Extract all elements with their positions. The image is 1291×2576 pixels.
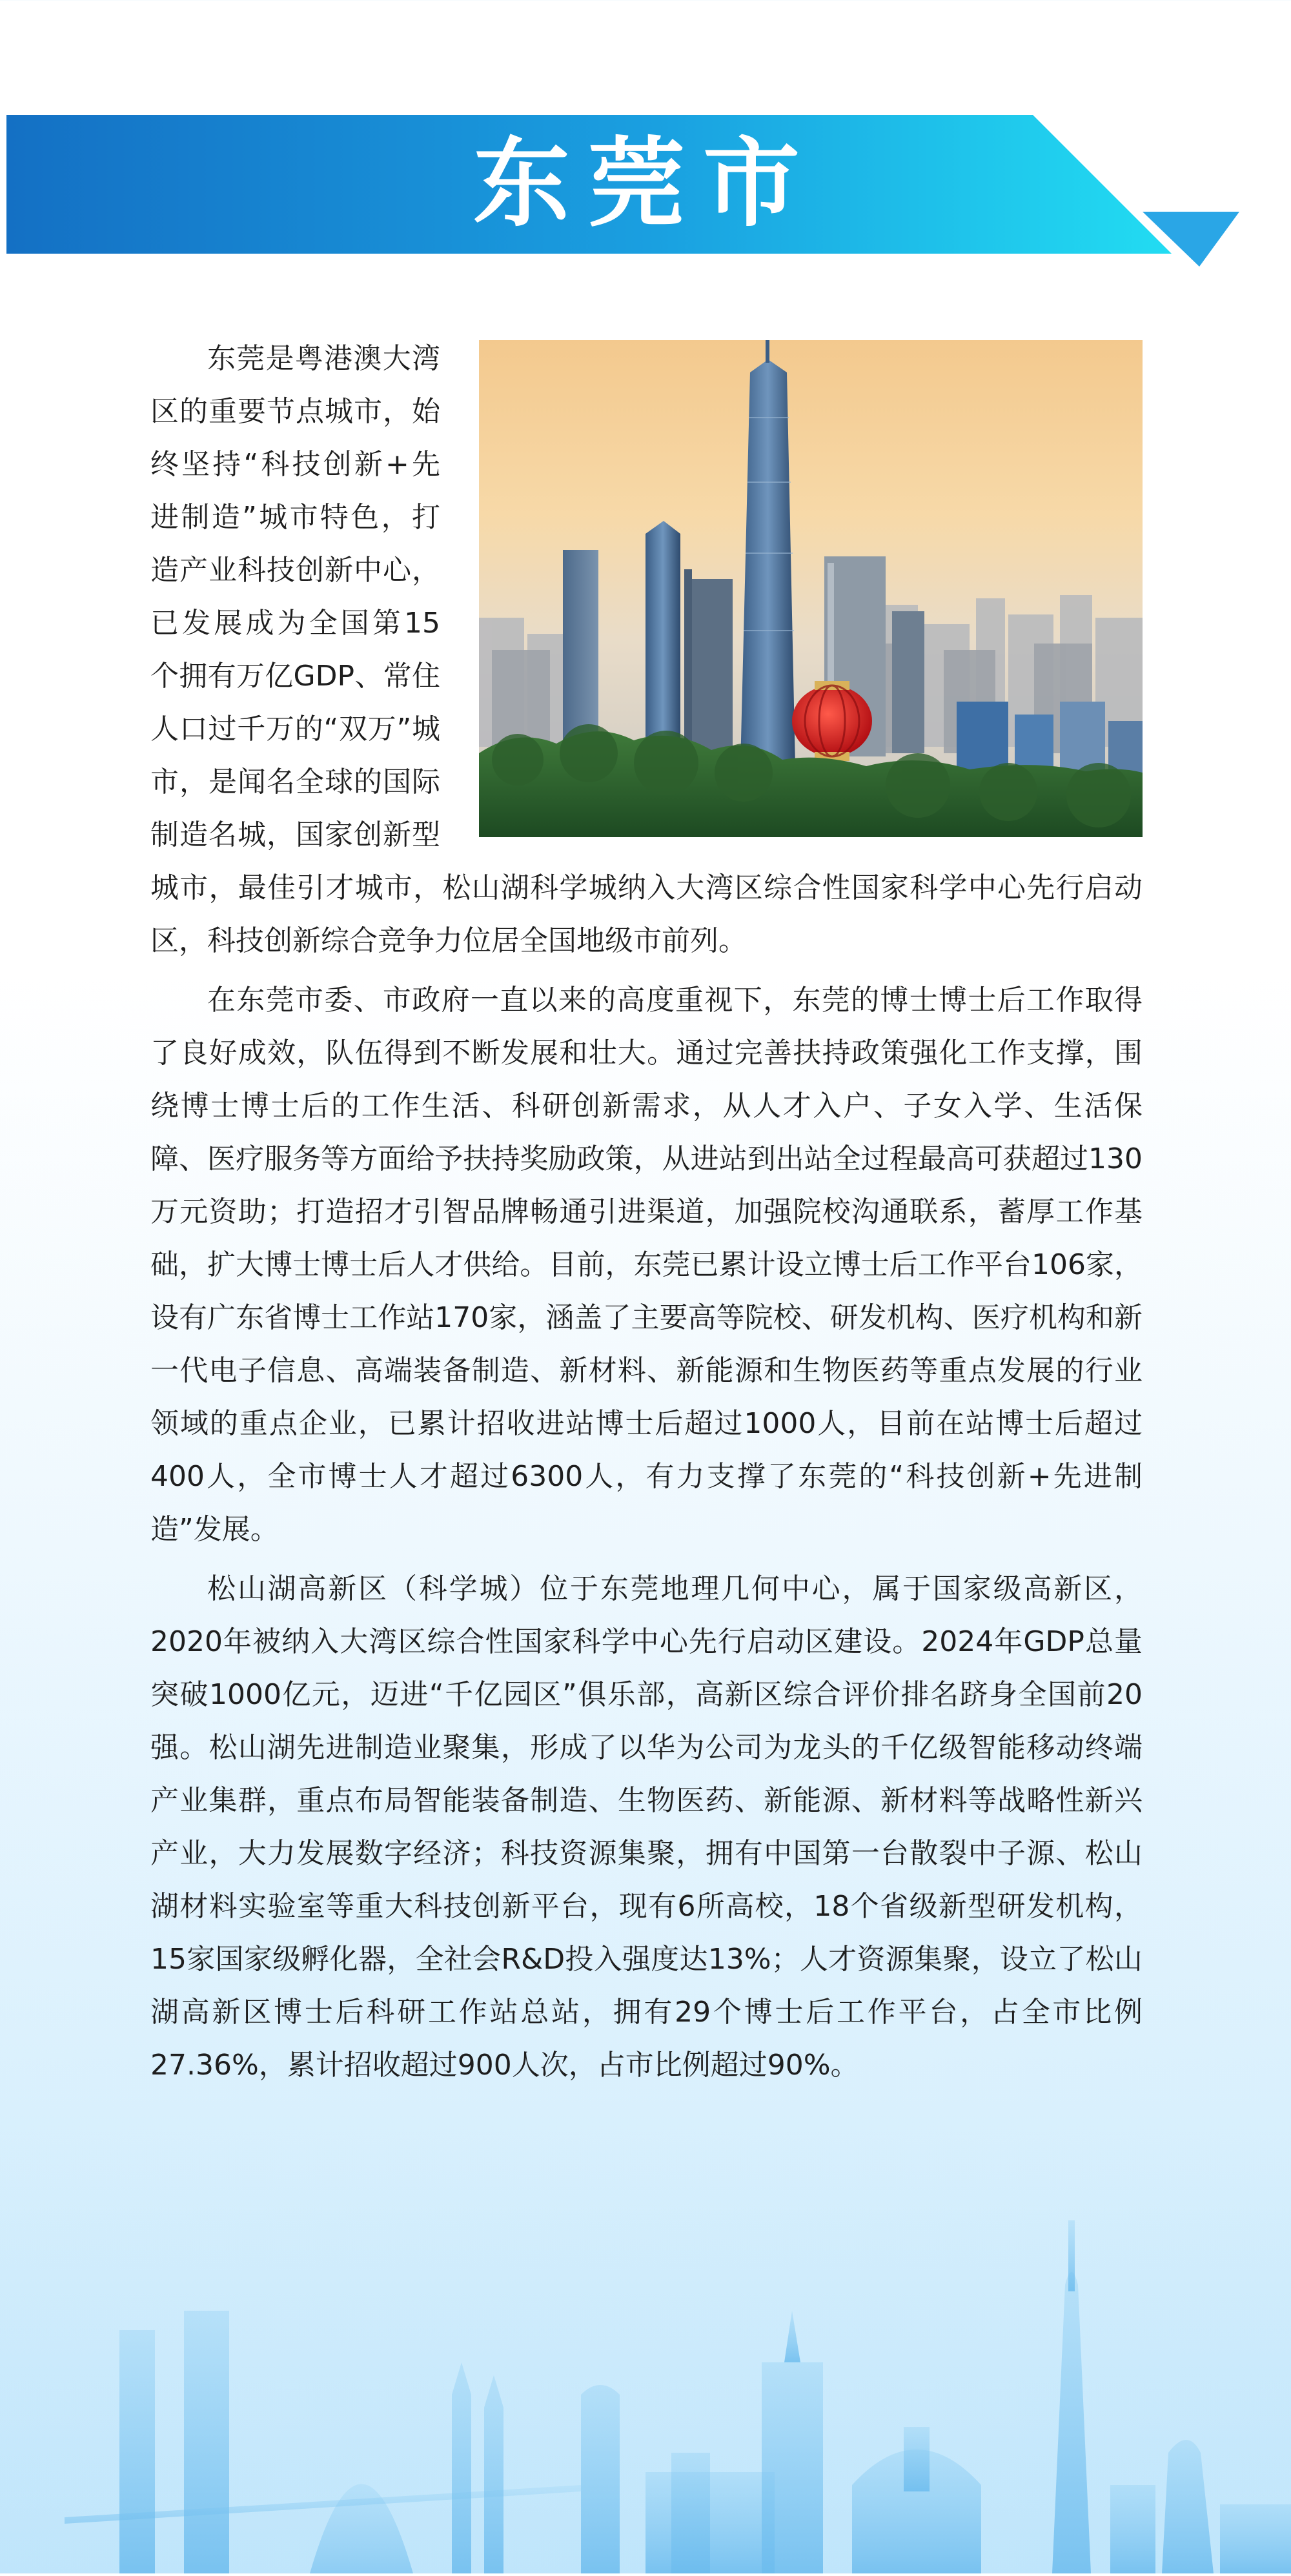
skyline-decoration [0, 2182, 1291, 2573]
city-skyline-photo [479, 340, 1143, 837]
page-title: 东莞市 [473, 128, 818, 240]
article-body [150, 332, 1143, 2098]
paragraph-3: 松山湖高新区（科学城）位于东莞地理几何中心，属于国家级高新区，2020年被纳入大湾区综合性国家科学中心先行启动区建设。2024年GDP总量突破1000亿元，迈进“千亿园区”俱乐部，高新区综合评价排名跻身全国前20强。松山湖先进制造业聚集，形成了以华为公司为龙头的千亿级智能移动终端产业集群，重点布局智能装备制造、生物医药、新能源、新材料等战略性新兴产业，大力发展数字经济；科技资源集聚，拥有中国第一台散裂中子源、松山湖材料实验室等重大科技创新平台，现有6所高校，18个省级新型研发机构，15家国家级孵化器，全社会R&D投入强度达13%；人才资源集聚，设立了松山湖高新区博士后科研工作站总站，拥有29个博士后工作平台，占全市比例27.36%，累计招收超过900人次，占市比例超过90%。 [150, 1572, 1143, 2082]
paragraph-2: 在东莞市委、市政府一直以来的高度重视下，东莞的博士博士后工作取得了良好成效，队伍得到不断发展和壮大。通过完善扶持政策强化工作支撑，围绕博士博士后的工作生活、科研创新需求，从人才入户、子女入学、生活保障、医疗服务等方面给予扶持奖励政策，从进站到出站全过程最高可获超过130万元资助；打造招才引智品牌畅通引进渠道，加强院校沟通联系，蓄厚工作基础，扩大博士博士后人才供给。目前，东莞已累计设立博士后工作平台106家，设有广东省博士工作站170家，涵盖了主要高等院校、研发机构、医疗机构和新一代电子信息、高端装备制造、新材料、新能源和生物医药等重点发展的行业领域的重点企业，已累计招收进站博士后超过1000人，目前在站博士后超过400人，全市博士人才超过6300人，有力支撑了东莞的“科技创新+先进制造”发展。 [150, 984, 1143, 1546]
title-banner [6, 115, 1239, 267]
paragraph-1: 东莞是粤港澳大湾区的重要节点城市，始终坚持“科技创新+先进制造”城市特色，打造产业科技创新中心，已发展成为全国第15个拥有万亿GDP、常住人口过千万的“双万”城市，是闻名全球的国际制造名城，国家创新型城市，最佳引才城市，松山湖科学城纳入大湾区综合性国家科学中心先行启动区，科技创新综合竞争力位居全国地级市前列。 [150, 342, 1143, 957]
